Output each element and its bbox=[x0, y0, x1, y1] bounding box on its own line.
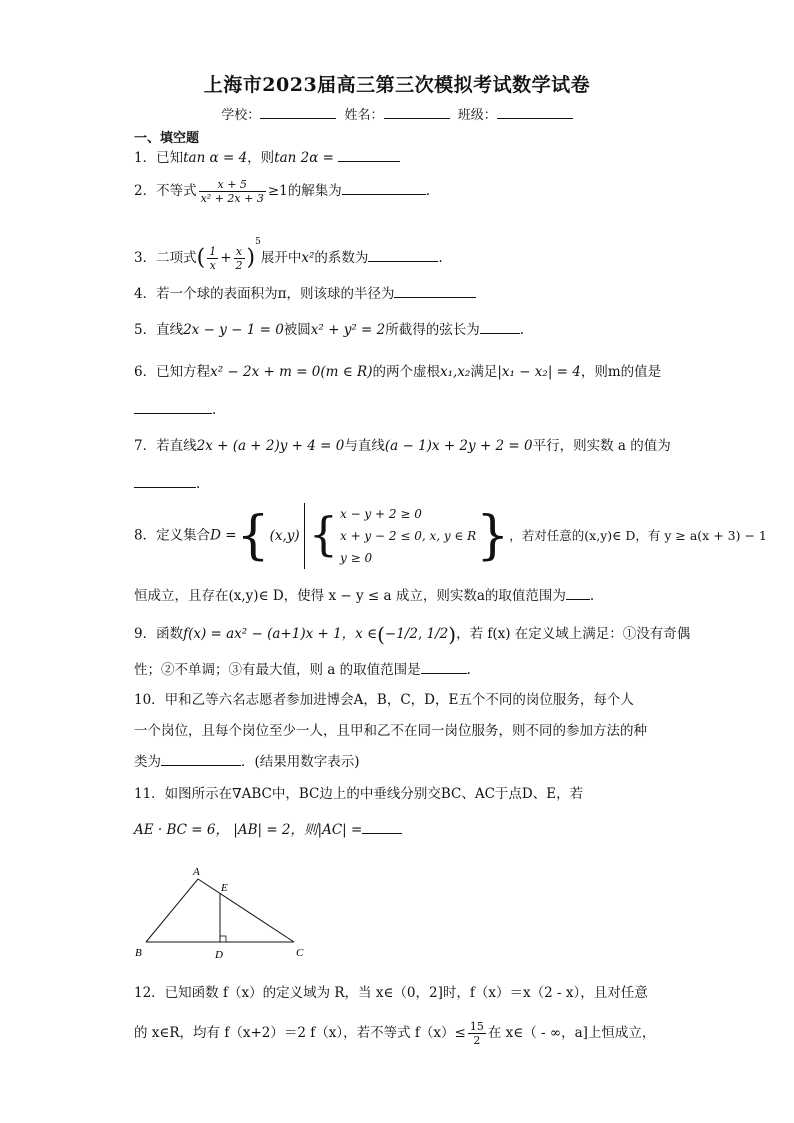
q5-suffix: 所截得的弦长为 bbox=[385, 322, 480, 338]
school-label: 学校： bbox=[221, 108, 261, 123]
q7-prefix: 7．若直线 bbox=[134, 438, 197, 454]
question-1 bbox=[134, 148, 400, 168]
q12-denominator: 2 bbox=[473, 1034, 481, 1047]
q11-dot-product: AE · BC = 6， bbox=[134, 822, 229, 838]
q8-line2: 恒成立，且存在(x,y)∈ D，使得 x − y ≤ a 成立，则实数a的取值范围为 bbox=[134, 588, 566, 604]
q9-interval-left: −1/2 bbox=[384, 626, 418, 642]
answer-blank-4[interactable] bbox=[394, 284, 476, 298]
q10-line2: 一个岗位，且每个岗位至少一人，且甲和乙不在同一岗位服务，则不同的参加方法的种 bbox=[134, 723, 647, 739]
q7-line2: (a − 1)x + 2y + 2 = 0 bbox=[384, 438, 533, 454]
question-7 bbox=[134, 436, 671, 456]
question-12-line2 bbox=[134, 1020, 655, 1047]
q8-cond-3: y ≥ 0 bbox=[339, 551, 373, 565]
answer-blank-7[interactable] bbox=[134, 474, 196, 488]
question-9-line2: 性；②不单调；③有最大值，则 a 的取值范围是 . bbox=[134, 662, 471, 678]
question-9: 9．函数f(x) = ax² − (a+1)x + 1，x ∈(−1/2, 1/2)，若 f(x) 在定义域上满足：①没有奇偶 bbox=[134, 622, 691, 647]
q8-set-name: D = bbox=[210, 527, 237, 544]
q8-tail: ，若对任意的(x,y)∈ D，有 y ≥ a(x + 3) − 1 bbox=[509, 528, 767, 543]
q6-condition: |x₁ − x₂| = 4 bbox=[497, 364, 581, 380]
answer-blank-3[interactable] bbox=[368, 248, 438, 262]
q9-function: f(x) = ax² − (a+1)x + 1，x ∈ bbox=[183, 626, 378, 642]
school-blank[interactable] bbox=[260, 105, 336, 119]
q9-prefix: 9．函数 bbox=[134, 626, 184, 642]
q3-frac-1: $\frac{1}{x}$ bbox=[209, 245, 217, 272]
q6-mid: 的两个虚根 bbox=[372, 364, 440, 380]
answer-blank-1[interactable] bbox=[338, 148, 400, 162]
question-10 bbox=[134, 690, 634, 710]
q9-suffix: ，若 f(x) 在定义域上满足：①没有奇偶 bbox=[456, 626, 691, 642]
question-8-line2: 恒成立，且存在(x,y)∈ D，使得 x − y ≤ a 成立，则实数a的取值范围为 . bbox=[134, 588, 595, 604]
question-8: 8．定义集合D ={(x,y) { x − y + 2 ≥ 0 x + y − 2 ≤ 0, x, y ∈ R y ≥ 0 }，若对任意的(x,y)∈ D，有 y ≥ a(x + 3) − 1 bbox=[134, 503, 767, 569]
question-3: 3．二项式( $\frac{1}{x}$ + $\frac{x}{2}$ )$^5$展开中x²的系数为 . bbox=[134, 237, 443, 272]
q5-circle-eq: x² + y² = 2 bbox=[310, 322, 386, 338]
q5-line-eq: 2x − y − 1 = 0 bbox=[183, 322, 284, 338]
question-4 bbox=[134, 284, 476, 304]
student-info-line bbox=[0, 104, 794, 123]
question-5: 5．直线2x − y − 1 = 0被圆x² + y² = 2所截得的弦长为 . bbox=[134, 322, 525, 338]
q1-prefix: 1．已知 bbox=[134, 150, 184, 166]
q6-equation: x² − 2x + m = 0(m ∈ R) bbox=[210, 364, 373, 380]
q2-prefix: 2．不等式 bbox=[134, 183, 197, 199]
label-d: D bbox=[215, 949, 223, 961]
q4-text: 4．若一个球的表面积为π，则该球的半径为 bbox=[134, 286, 395, 302]
name-blank[interactable] bbox=[384, 105, 450, 119]
side-ab bbox=[146, 879, 198, 942]
q9-interval-right: 1/2 bbox=[426, 626, 449, 642]
label-c: C bbox=[296, 947, 304, 959]
q3-term: x² bbox=[301, 250, 315, 266]
q3-exponent: 5 bbox=[255, 237, 261, 247]
q1-expr: tan α = 4 bbox=[183, 150, 248, 166]
q12-line2b: 在 x∈（ - ∞，a]上恒成立， bbox=[487, 1025, 656, 1041]
q1-ask: tan 2α = bbox=[274, 150, 334, 166]
q5-prefix: 5．直线 bbox=[134, 322, 184, 338]
q1-mid: ，则 bbox=[247, 150, 275, 166]
answer-blank-9[interactable] bbox=[421, 660, 467, 674]
q7-line1: 2x + (a + 2)y + 4 = 0 bbox=[196, 438, 345, 454]
q10-line3b: ．(结果用数字表示) bbox=[241, 754, 360, 770]
q12-line1: 12．已知函数 f（x）的定义域为 R，当 x∈（0，2]时，f（x）＝x（2 - x），且对任意 bbox=[134, 985, 648, 1001]
q2-ge: ≥1 bbox=[267, 183, 288, 199]
triangle-figure bbox=[130, 862, 310, 962]
q8-element: (x,y) bbox=[269, 528, 300, 544]
label-b: B bbox=[135, 947, 142, 959]
q12-line2a: 的 x∈R，均有 f（x+2）＝2 f（x），若不等式 f（x）≤ bbox=[134, 1025, 466, 1041]
q3-frac-2: $\frac{x}{2}$ bbox=[235, 245, 243, 272]
q2-fraction bbox=[199, 178, 266, 205]
question-6-line2: . bbox=[134, 400, 216, 420]
question-10-line3 bbox=[134, 752, 360, 772]
answer-blank-8[interactable] bbox=[566, 586, 590, 600]
q2-numerator: x + 5 bbox=[199, 178, 266, 192]
exam-title: 上海市2023届高三第三次模拟考试数学试卷 bbox=[203, 74, 591, 96]
question-11-line2 bbox=[134, 820, 402, 840]
q8-cond-2: x + y − 2 ≤ 0, x, y ∈ R bbox=[339, 529, 477, 543]
q7-mid: 与直线 bbox=[344, 438, 385, 454]
name-label: 姓名： bbox=[344, 108, 384, 123]
question-10-line2 bbox=[134, 721, 647, 741]
right-angle-mark bbox=[220, 936, 226, 942]
q7-suffix: 平行，则实数 a 的值为 bbox=[532, 438, 671, 454]
q12-numerator: 15 bbox=[469, 1020, 484, 1033]
q10-line1: 10．甲和乙等六名志愿者参加进博会A，B，C，D，E五个不同的岗位服务，每个人 bbox=[134, 692, 634, 708]
q8-cond-1: x − y + 2 ≥ 0 bbox=[339, 507, 422, 521]
q10-line3: 类为 bbox=[134, 754, 161, 770]
q6-roots: x₁,x₂ bbox=[439, 364, 471, 380]
q6-suffix: ，则m的值是 bbox=[580, 364, 662, 380]
q2-denominator: x² + 2x + 3 bbox=[200, 192, 264, 205]
question-2: 2．不等式 $\frac{x + 5}{\text{x² + 2x + 3}}$ ≥1的解集为 . bbox=[134, 178, 431, 205]
q3-prefix: 3．二项式 bbox=[134, 250, 197, 266]
q8-conditions: { x − y + 2 ≥ 0 x + y − 2 ≤ 0, x, y ∈ R y ≥ 0 bbox=[304, 503, 477, 569]
question-11 bbox=[134, 784, 583, 804]
q11-line1: 11．如图所示在∇ABC中，BC边上的中垂线分别交BC、AC于点D、E，若 bbox=[134, 786, 584, 802]
q3-mid: 展开中 bbox=[260, 250, 302, 266]
section-fill-in: 一、填空题 bbox=[134, 131, 200, 146]
question-12 bbox=[134, 983, 648, 1003]
answer-blank-2[interactable] bbox=[342, 181, 426, 195]
answer-blank-10[interactable] bbox=[161, 752, 241, 766]
q6-mid2: 满足 bbox=[470, 364, 498, 380]
answer-blank-5[interactable] bbox=[480, 320, 520, 334]
question-7-line2: . bbox=[134, 474, 200, 494]
answer-blank-11[interactable] bbox=[362, 820, 402, 834]
label-e: E bbox=[221, 882, 228, 894]
q11-ac-ask: |AC| = bbox=[317, 822, 363, 838]
q6-prefix: 6．已知方程 bbox=[134, 364, 211, 380]
label-a: A bbox=[193, 866, 200, 878]
question-6 bbox=[134, 362, 661, 382]
q11-ab-length: |AB| = 2，则 bbox=[233, 822, 318, 838]
q2-suffix: 的解集为 bbox=[287, 183, 342, 199]
side-ac bbox=[198, 879, 294, 942]
q9-line2: 性；②不单调；③有最大值，则 a 的取值范围是 bbox=[134, 662, 421, 678]
q8-prefix: 8．定义集合 bbox=[134, 527, 211, 544]
q12-fraction bbox=[468, 1020, 486, 1047]
q5-mid: 被圆 bbox=[283, 322, 311, 338]
class-label: 班级： bbox=[457, 108, 497, 123]
q3-suffix: 的系数为 bbox=[314, 250, 369, 266]
class-blank[interactable] bbox=[497, 105, 573, 119]
answer-blank-6[interactable] bbox=[134, 400, 212, 414]
